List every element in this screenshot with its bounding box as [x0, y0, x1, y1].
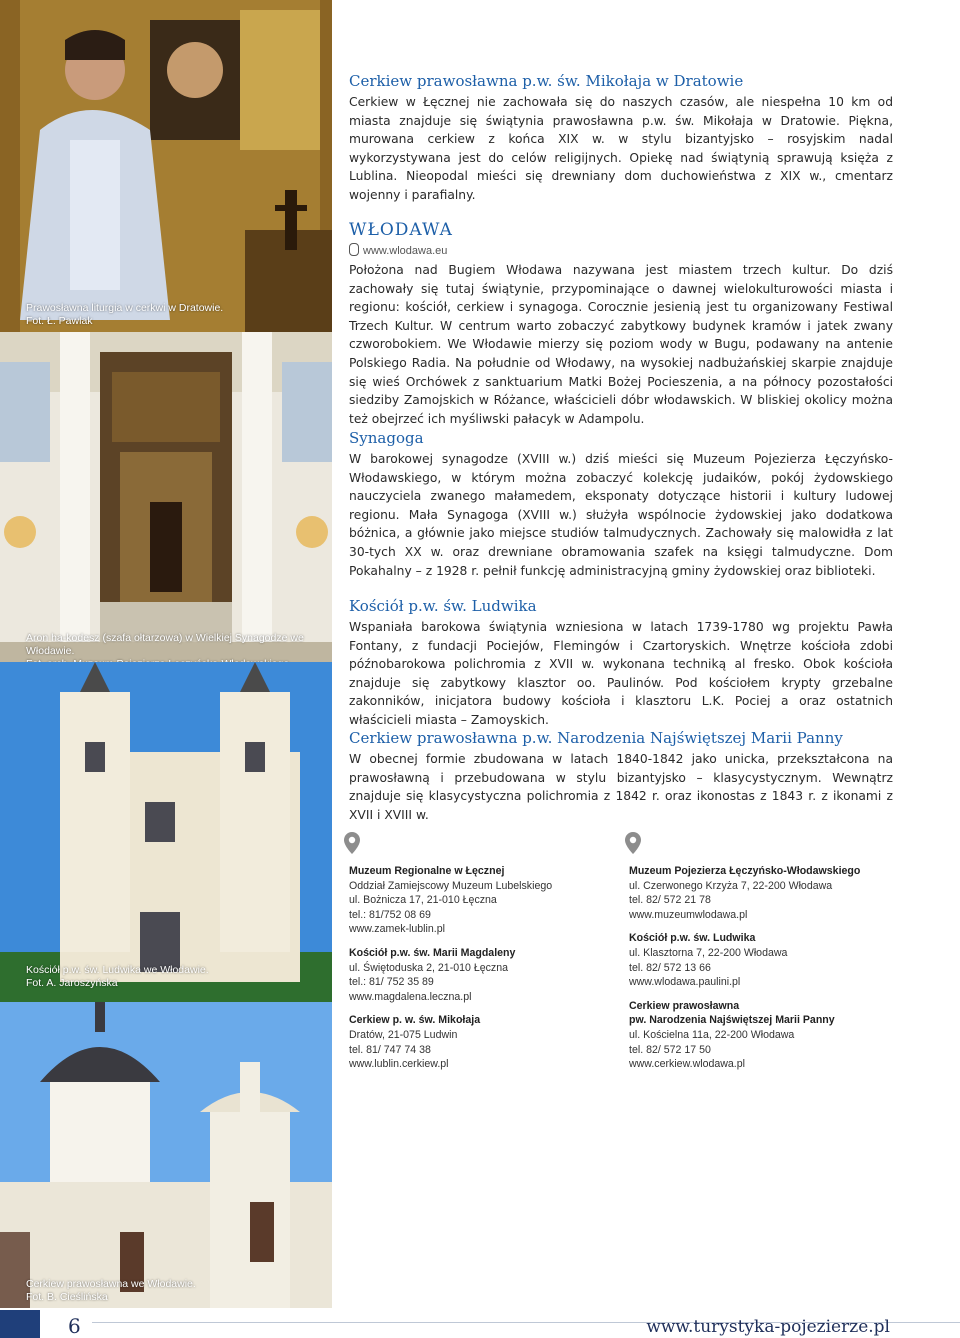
section-heading: Cerkiew prawosławna p.w. Narodzenia Najświętszej Marii Panny: [349, 729, 843, 747]
contact-name: Muzeum Regionalne w Łęcznej: [349, 865, 505, 877]
photo-orthodox-church-wlodawa: [0, 1002, 332, 1308]
website-link[interactable]: www.wlodawa.eu: [363, 245, 448, 257]
contact-phone: tel. 81/ 747 74 38: [349, 1043, 431, 1056]
photo-caption: [26, 1278, 196, 1304]
photo-church-st-ludwik: [0, 662, 332, 1002]
photo-caption: [26, 964, 209, 990]
footer-accent-bar: [0, 1310, 40, 1338]
section-text: Cerkiew w Łęcznej nie zachowała się do naszych czasów, ale niespełna 10 km od miasta znajduje się świątynia prawosławna p.w. św. Mikołaja w Dratowie. Piękna, murowana cerkiew z końca XIX w. w stylu bizantyjsko – rosyjskim nadal wykorzystywana jest do celów religijnych. Opiekę nad świątynią sprawują księża z Lublina. Nieopodal mieści się drewniany dom duchowieństwa z XIX w., cmentarz wojenny i parafialny.: [349, 95, 893, 202]
contact-phone: tel. 82/ 572 17 50: [629, 1043, 711, 1056]
contact-block: [349, 946, 609, 1004]
contact-address: ul. Bożnicza 17, 21-010 Łęczna: [349, 894, 497, 907]
church-illustration: [0, 662, 332, 1002]
mouse-icon: [349, 243, 359, 256]
city-title: WŁODAWA: [349, 220, 453, 240]
contact-block: [629, 999, 909, 1072]
caption-credit: Fot. Ł. Pawlak: [26, 315, 93, 327]
caption-title: Prawosławna liturgia w cerkwi w Dratowie.: [26, 302, 224, 314]
contact-name: Cerkiew prawosławna: [629, 999, 740, 1012]
photo-synagogue-aron: [0, 332, 332, 662]
map-pin-icon: [625, 832, 641, 854]
caption-credit: Fot. A. Jaroszyńska: [26, 977, 118, 989]
section-heading: Cerkiew prawosławna p.w. św. Mikołaja w Dratowie: [349, 72, 744, 90]
section-heading: Synagoga: [349, 429, 424, 447]
section-text: W obecnej formie zbudowana w latach 1840-1842 jako unicka, przekształcona na prawosławną i przebudowana w stylu bizantyjsko – klasycystycznym. Wewnątrz znajduje się klasycystyczna polichromia z 1842 r. oraz ikonostas z 1843 r. z ikonami z XVII i XVIII w.: [349, 752, 893, 822]
caption-credit: Fot. B. Cieślińska: [26, 1291, 108, 1303]
contact-phone: tel.: 81/752 08 69: [349, 908, 431, 921]
liturgy-illustration: [0, 0, 332, 332]
contact-name: Muzeum Pojezierza Łęczyńsko-Włodawskiego: [629, 865, 861, 877]
contact-address: ul. Klasztorna 7, 22-200 Włodawa: [629, 946, 788, 959]
section-heading: Kościół p.w. św. Ludwika: [349, 597, 537, 615]
caption-title: Kościół p.w. św. Ludwika we Włodawie.: [26, 964, 209, 976]
contact-website[interactable]: www.wlodawa.paulini.pl: [629, 976, 741, 989]
photo-caption: [26, 302, 223, 328]
contact-website[interactable]: www.zamek-lublin.pl: [349, 923, 445, 936]
section-synagoga: [349, 429, 893, 580]
contacts-right: [629, 864, 909, 1081]
contact-website[interactable]: www.muzeumwlodawa.pl: [629, 908, 748, 921]
contact-name-continued: pw. Narodzenia Najświętszej Marii Panny: [629, 1014, 835, 1027]
contact-address: ul. Kościelna 11a, 22-200 Włodawa: [629, 1028, 795, 1041]
contact-address: ul. Czerwonego Krzyża 7, 22-200 Włodawa: [629, 879, 833, 892]
section-cerkiew-wlodawa: [349, 729, 893, 824]
contact-line: Oddział Zamiejscowy Muzeum Lubelskiego: [349, 879, 553, 892]
map-pin-icon: [344, 832, 360, 854]
contact-website[interactable]: www.magdalena.leczna.pl: [349, 990, 472, 1003]
contact-address: ul. Świętoduska 2, 21-010 Łęczna: [349, 961, 509, 974]
contact-block: [629, 864, 909, 922]
contact-name: Kościół p.w. św. Marii Magdaleny: [349, 946, 516, 959]
section-kosciol: [349, 597, 893, 730]
contact-name: Kościół p.w. św. Ludwika: [629, 932, 756, 945]
caption-title: Cerkiew prawosławna we Włodawie.: [26, 1278, 196, 1290]
orthodox-church-illustration: [0, 1002, 332, 1308]
contact-name: Cerkiew p. w. św. Mikołaja: [349, 1014, 481, 1027]
section-cerkiew-dratow: [349, 72, 893, 205]
caption-title: Aron ha-kodesz (szafa ołtarzowa) w Wielkiej Synagodze we Włodawie.: [26, 632, 304, 657]
synagogue-illustration: [0, 332, 332, 662]
contacts-left: [349, 864, 609, 1081]
contact-phone: tel. 82/ 572 13 66: [629, 961, 711, 974]
contact-website[interactable]: www.lublin.cerkiew.pl: [349, 1058, 449, 1071]
contact-phone: tel.: 81/ 752 35 89: [349, 976, 434, 989]
contact-block: [349, 1013, 609, 1071]
photo-orthodox-liturgy: [0, 0, 332, 332]
city-website[interactable]: [349, 243, 893, 257]
page-number: 6: [68, 1314, 81, 1338]
contact-block: [349, 864, 609, 937]
footer-website[interactable]: www.turystyka-pojezierze.pl: [646, 1317, 890, 1337]
contact-address: Dratów, 21-075 Ludwin: [349, 1028, 458, 1041]
contact-phone: tel. 82/ 572 21 78: [629, 894, 711, 907]
section-text: Położona nad Bugiem Włodawa nazywana jest miastem trzech kultur. Do dziś zachowały się tutaj świątynie, przypominające o dawnej wielokulturowości miasta i regionu: kościół, cerkiew i synagoga. Corocznie jesienią jest tu organizowany Festiwal Trzech Kultur. W centrum warto zobaczyć zabytkowy budynek kramów i jatek zwany czworobokiem. We Włodawie mierzy się poziom wody w Bugu, podawany na antenie Polskiego Radia. Na południe od Włodawy, na wysokiej nadbużańskiej skarpie znajduje się wieś Orchówek z sanktuarium Matki Bożej Pocieszenia, a na północy pozostałości siedziby Zamojskich w Różance, właścicieli dóbr włodawskich. W bliskiej okolicy można też obejrzeć ich myśliwski pałacyk w Adampolu.: [349, 263, 893, 426]
contact-block: [629, 931, 909, 989]
section-text: W barokowej synagodze (XVIII w.) dziś mieści się Muzeum Pojezierza Łęczyńsko-Włodawskiego, w którym można zobaczyć kolekcję judaików, pokój żydowskiego nauczyciela zwanego małamedem, eksponaty dotyczące historii i kultury ludowej regionu. Mała Synagoga (XVIII w.) służyła wspólnocie żydowskiej jako dodatkowa bóżnica, a głównie jako miejsce studiów talmudycznych. Zachowały się malowidła z lat 30-tych XX w. oraz drewniane obramowania szafek na księgi talmudyczne. Dom Pokahalny – z 1928 r. pełnił funkcję administracyjną gminy żydowskiej oraz biblioteki.: [349, 452, 893, 578]
section-text: Wspaniała barokowa świątynia wzniesiona w latach 1739-1780 wg projektu Pawła Fontany, z fundacji Pociejów, Flemingów i Czartoryskich. Wnętrze kościoła zdobi późnobarokowa polichromia z XVII w. wykonana techniką al fresko. Obok kościoła znajduje się zabytkowy klasztor oo. Paulinów. Pod kościołem krypty grzebalne zakonników, inicjatora budowy kościoła i klasztoru L.K. Pociej a oraz ostatnich właścicieli miasta – Zamoyskich.: [349, 620, 893, 727]
section-wlodawa: [349, 220, 893, 428]
contact-website[interactable]: www.cerkiew.wlodawa.pl: [629, 1058, 745, 1071]
